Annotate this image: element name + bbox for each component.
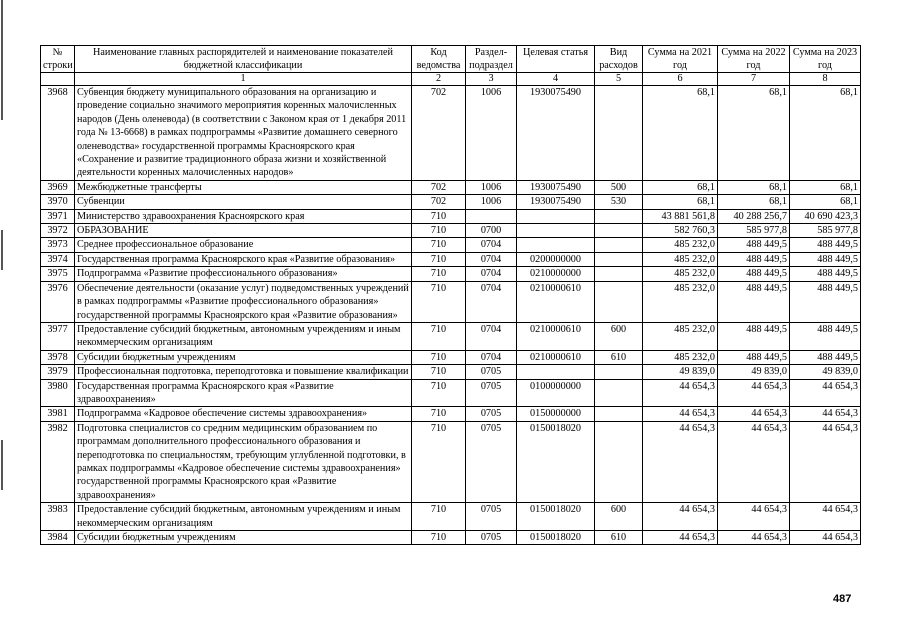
- header-name: Наименование главных распорядителей и наименование показателей бюджетной классификации: [75, 46, 412, 73]
- sum-2021-cell: 485 232,0: [643, 350, 718, 364]
- department-code-cell: 710: [412, 379, 466, 407]
- index-cell: 5: [595, 73, 643, 86]
- row-number-cell: 3970: [41, 195, 75, 209]
- sum-2022-cell: 488 449,5: [718, 252, 790, 266]
- department-code-cell: 702: [412, 180, 466, 194]
- row-number-cell: 3977: [41, 322, 75, 350]
- index-cell: 4: [517, 73, 595, 86]
- sum-2023-cell: 40 690 423,3: [790, 209, 861, 223]
- expense-type-cell: [595, 209, 643, 223]
- target-article-cell: 0210000610: [517, 281, 595, 322]
- sum-2022-cell: 44 654,3: [718, 421, 790, 502]
- section-cell: 1006: [466, 86, 517, 181]
- row-number-cell: 3984: [41, 531, 75, 545]
- table-row: [41, 180, 861, 194]
- department-code-cell: 702: [412, 86, 466, 181]
- row-number-cell: 3974: [41, 252, 75, 266]
- row-number-cell: 3969: [41, 180, 75, 194]
- sum-2021-cell: 485 232,0: [643, 267, 718, 281]
- sum-2021-cell: 44 654,3: [643, 407, 718, 421]
- expense-type-cell: [595, 252, 643, 266]
- section-cell: 0705: [466, 379, 517, 407]
- row-name-cell: Субвенции: [75, 195, 412, 209]
- target-article-cell: 0150018020: [517, 503, 595, 531]
- sum-2021-cell: 44 654,3: [643, 421, 718, 502]
- header-department-code: Код ведомства: [412, 46, 466, 73]
- index-cell: 1: [75, 73, 412, 86]
- sum-2022-cell: 585 977,8: [718, 224, 790, 238]
- index-cell: [41, 73, 75, 86]
- expense-type-cell: [595, 421, 643, 502]
- department-code-cell: 710: [412, 531, 466, 545]
- table-row: [41, 281, 861, 322]
- expense-type-cell: [595, 238, 643, 252]
- department-code-cell: 710: [412, 407, 466, 421]
- section-cell: 0700: [466, 224, 517, 238]
- header-sum-2021: Сумма на 2021 год: [643, 46, 718, 73]
- department-code-cell: 710: [412, 421, 466, 502]
- row-name-cell: Подпрограмма «Развитие профессионального образования»: [75, 267, 412, 281]
- row-name-cell: Субвенция бюджету муниципального образования на организацию и проведение социально значимого мероприятия коренных малочисленных народов (День оленевода) (в соответствии с Законом края от 1 декабря 2011 года № 13-6668) в рамках подпрограммы «Развитие домашнего северного оленеводства» государственной программы Красноярского края «Сохранение и развитие традиционного образа жизни и хозяйственной деятельности коренных малочисленных народов»: [75, 86, 412, 181]
- target-article-cell: 0150018020: [517, 421, 595, 502]
- expense-type-cell: [595, 224, 643, 238]
- table-row: [41, 379, 861, 407]
- table-row: [41, 195, 861, 209]
- section-cell: 0704: [466, 350, 517, 364]
- sum-2023-cell: 44 654,3: [790, 503, 861, 531]
- sum-2021-cell: 43 881 561,8: [643, 209, 718, 223]
- table-row: [41, 531, 861, 545]
- sum-2023-cell: 585 977,8: [790, 224, 861, 238]
- row-name-cell: Межбюджетные трансферты: [75, 180, 412, 194]
- row-number-cell: 3972: [41, 224, 75, 238]
- target-article-cell: [517, 224, 595, 238]
- sum-2023-cell: 488 449,5: [790, 350, 861, 364]
- section-cell: 0704: [466, 238, 517, 252]
- target-article-cell: 0210000610: [517, 350, 595, 364]
- header-expense-type: Вид расходов: [595, 46, 643, 73]
- row-number-cell: 3982: [41, 421, 75, 502]
- target-article-cell: 0210000000: [517, 267, 595, 281]
- sum-2023-cell: 488 449,5: [790, 252, 861, 266]
- sum-2023-cell: 68,1: [790, 195, 861, 209]
- table-row: [41, 224, 861, 238]
- table-row: [41, 421, 861, 502]
- sum-2021-cell: 68,1: [643, 180, 718, 194]
- sum-2021-cell: 44 654,3: [643, 503, 718, 531]
- sum-2022-cell: 488 449,5: [718, 281, 790, 322]
- table-row: [41, 267, 861, 281]
- row-name-cell: Субсидии бюджетным учреждениям: [75, 350, 412, 364]
- target-article-cell: 1930075490: [517, 180, 595, 194]
- row-name-cell: Среднее профессиональное образование: [75, 238, 412, 252]
- sum-2022-cell: 488 449,5: [718, 267, 790, 281]
- department-code-cell: 710: [412, 350, 466, 364]
- row-name-cell: Государственная программа Красноярского края «Развитие образования»: [75, 252, 412, 266]
- target-article-cell: 0200000000: [517, 252, 595, 266]
- sum-2022-cell: 68,1: [718, 180, 790, 194]
- index-cell: 6: [643, 73, 718, 86]
- expense-type-cell: [595, 379, 643, 407]
- department-code-cell: 710: [412, 252, 466, 266]
- expense-type-cell: [595, 407, 643, 421]
- table-row: [41, 322, 861, 350]
- section-cell: 0705: [466, 531, 517, 545]
- expense-type-cell: 600: [595, 322, 643, 350]
- department-code-cell: 710: [412, 281, 466, 322]
- row-number-cell: 3983: [41, 503, 75, 531]
- column-index-row: [41, 73, 861, 86]
- index-cell: 2: [412, 73, 466, 86]
- department-code-cell: 710: [412, 267, 466, 281]
- table-header-row: [41, 46, 861, 73]
- table-row: [41, 209, 861, 223]
- sum-2021-cell: 44 654,3: [643, 531, 718, 545]
- row-name-cell: ОБРАЗОВАНИЕ: [75, 224, 412, 238]
- sum-2023-cell: 44 654,3: [790, 407, 861, 421]
- budget-table-sheet: [40, 45, 860, 545]
- row-number-cell: 3973: [41, 238, 75, 252]
- section-cell: 0705: [466, 407, 517, 421]
- table-row: [41, 238, 861, 252]
- sum-2023-cell: 68,1: [790, 86, 861, 181]
- row-name-cell: Профессиональная подготовка, переподготовка и повышение квалификации: [75, 365, 412, 379]
- sum-2022-cell: 49 839,0: [718, 365, 790, 379]
- table-row: [41, 407, 861, 421]
- sum-2023-cell: 488 449,5: [790, 267, 861, 281]
- expense-type-cell: 610: [595, 531, 643, 545]
- table-row: [41, 86, 861, 181]
- row-name-cell: Предоставление субсидий бюджетным, автономным учреждениям и иным некоммерческим организациям: [75, 503, 412, 531]
- target-article-cell: 0150018020: [517, 531, 595, 545]
- sum-2023-cell: 488 449,5: [790, 322, 861, 350]
- sum-2021-cell: 485 232,0: [643, 252, 718, 266]
- sum-2022-cell: 68,1: [718, 86, 790, 181]
- sum-2021-cell: 582 760,3: [643, 224, 718, 238]
- section-cell: 0705: [466, 503, 517, 531]
- section-cell: 0704: [466, 281, 517, 322]
- sum-2023-cell: 44 654,3: [790, 531, 861, 545]
- expense-type-cell: [595, 281, 643, 322]
- expense-type-cell: 530: [595, 195, 643, 209]
- expense-type-cell: [595, 86, 643, 181]
- department-code-cell: 710: [412, 503, 466, 531]
- section-cell: 0704: [466, 267, 517, 281]
- row-number-cell: 3980: [41, 379, 75, 407]
- header-target-article: Целевая статья: [517, 46, 595, 73]
- sum-2022-cell: 44 654,3: [718, 407, 790, 421]
- table-row: [41, 252, 861, 266]
- table-row: [41, 503, 861, 531]
- row-number-cell: 3979: [41, 365, 75, 379]
- table-row: [41, 365, 861, 379]
- department-code-cell: 710: [412, 209, 466, 223]
- sum-2023-cell: 44 654,3: [790, 379, 861, 407]
- section-cell: [466, 209, 517, 223]
- section-cell: 0704: [466, 252, 517, 266]
- header-row-number: № строки: [41, 46, 75, 73]
- index-cell: 7: [718, 73, 790, 86]
- table-row: [41, 350, 861, 364]
- budget-table: [40, 45, 861, 545]
- index-cell: 3: [466, 73, 517, 86]
- scan-edge-mark: [1, 0, 3, 636]
- sum-2021-cell: 44 654,3: [643, 379, 718, 407]
- sum-2021-cell: 68,1: [643, 195, 718, 209]
- page-number: 487: [833, 593, 852, 605]
- header-section: Раздел-подраздел: [466, 46, 517, 73]
- target-article-cell: 1930075490: [517, 86, 595, 181]
- target-article-cell: [517, 209, 595, 223]
- row-number-cell: 3975: [41, 267, 75, 281]
- department-code-cell: 702: [412, 195, 466, 209]
- row-name-cell: Предоставление субсидий бюджетным, автономным учреждениям и иным некоммерческим организациям: [75, 322, 412, 350]
- row-name-cell: Государственная программа Красноярского края «Развитие здравоохранения»: [75, 379, 412, 407]
- department-code-cell: 710: [412, 224, 466, 238]
- expense-type-cell: 610: [595, 350, 643, 364]
- section-cell: 0704: [466, 322, 517, 350]
- sum-2021-cell: 485 232,0: [643, 238, 718, 252]
- row-number-cell: 3976: [41, 281, 75, 322]
- row-name-cell: Подготовка специалистов со средним медицинским образованием по программам дополнительного профессионального образования и переподготовка по специальностям, требующим углубленной подготовки, в рамках подпрограммы «Кадровое обеспечение системы здравоохранения» государственной программы Красноярского края «Развитие здравоохранения»: [75, 421, 412, 502]
- sum-2022-cell: 44 654,3: [718, 379, 790, 407]
- sum-2023-cell: 68,1: [790, 180, 861, 194]
- target-article-cell: 1930075490: [517, 195, 595, 209]
- sum-2023-cell: 488 449,5: [790, 238, 861, 252]
- sum-2023-cell: 488 449,5: [790, 281, 861, 322]
- sum-2023-cell: 44 654,3: [790, 421, 861, 502]
- expense-type-cell: 500: [595, 180, 643, 194]
- sum-2022-cell: 44 654,3: [718, 531, 790, 545]
- sum-2022-cell: 44 654,3: [718, 503, 790, 531]
- row-number-cell: 3968: [41, 86, 75, 181]
- target-article-cell: [517, 238, 595, 252]
- row-number-cell: 3971: [41, 209, 75, 223]
- index-cell: 8: [790, 73, 861, 86]
- sum-2022-cell: 488 449,5: [718, 238, 790, 252]
- expense-type-cell: [595, 365, 643, 379]
- sum-2022-cell: 488 449,5: [718, 350, 790, 364]
- row-number-cell: 3978: [41, 350, 75, 364]
- department-code-cell: 710: [412, 365, 466, 379]
- expense-type-cell: 600: [595, 503, 643, 531]
- department-code-cell: 710: [412, 238, 466, 252]
- section-cell: 1006: [466, 195, 517, 209]
- row-name-cell: Обеспечение деятельности (оказание услуг) подведомственных учреждений в рамках подпрограммы «Развитие профессионального образования» государственной программы Красноярского края «Развитие образования»: [75, 281, 412, 322]
- row-number-cell: 3981: [41, 407, 75, 421]
- department-code-cell: 710: [412, 322, 466, 350]
- sum-2022-cell: 68,1: [718, 195, 790, 209]
- row-name-cell: Субсидии бюджетным учреждениям: [75, 531, 412, 545]
- target-article-cell: 0210000610: [517, 322, 595, 350]
- expense-type-cell: [595, 267, 643, 281]
- sum-2023-cell: 49 839,0: [790, 365, 861, 379]
- sum-2021-cell: 68,1: [643, 86, 718, 181]
- row-name-cell: Подпрограмма «Кадровое обеспечение системы здравоохранения»: [75, 407, 412, 421]
- target-article-cell: 0150000000: [517, 407, 595, 421]
- header-sum-2022: Сумма на 2022 год: [718, 46, 790, 73]
- sum-2021-cell: 485 232,0: [643, 322, 718, 350]
- row-name-cell: Министерство здравоохранения Красноярского края: [75, 209, 412, 223]
- section-cell: 0705: [466, 365, 517, 379]
- sum-2021-cell: 49 839,0: [643, 365, 718, 379]
- table-body: [41, 86, 861, 545]
- section-cell: 1006: [466, 180, 517, 194]
- header-sum-2023: Сумма на 2023 год: [790, 46, 861, 73]
- sum-2021-cell: 485 232,0: [643, 281, 718, 322]
- section-cell: 0705: [466, 421, 517, 502]
- target-article-cell: 0100000000: [517, 379, 595, 407]
- sum-2022-cell: 40 288 256,7: [718, 209, 790, 223]
- target-article-cell: [517, 365, 595, 379]
- sum-2022-cell: 488 449,5: [718, 322, 790, 350]
